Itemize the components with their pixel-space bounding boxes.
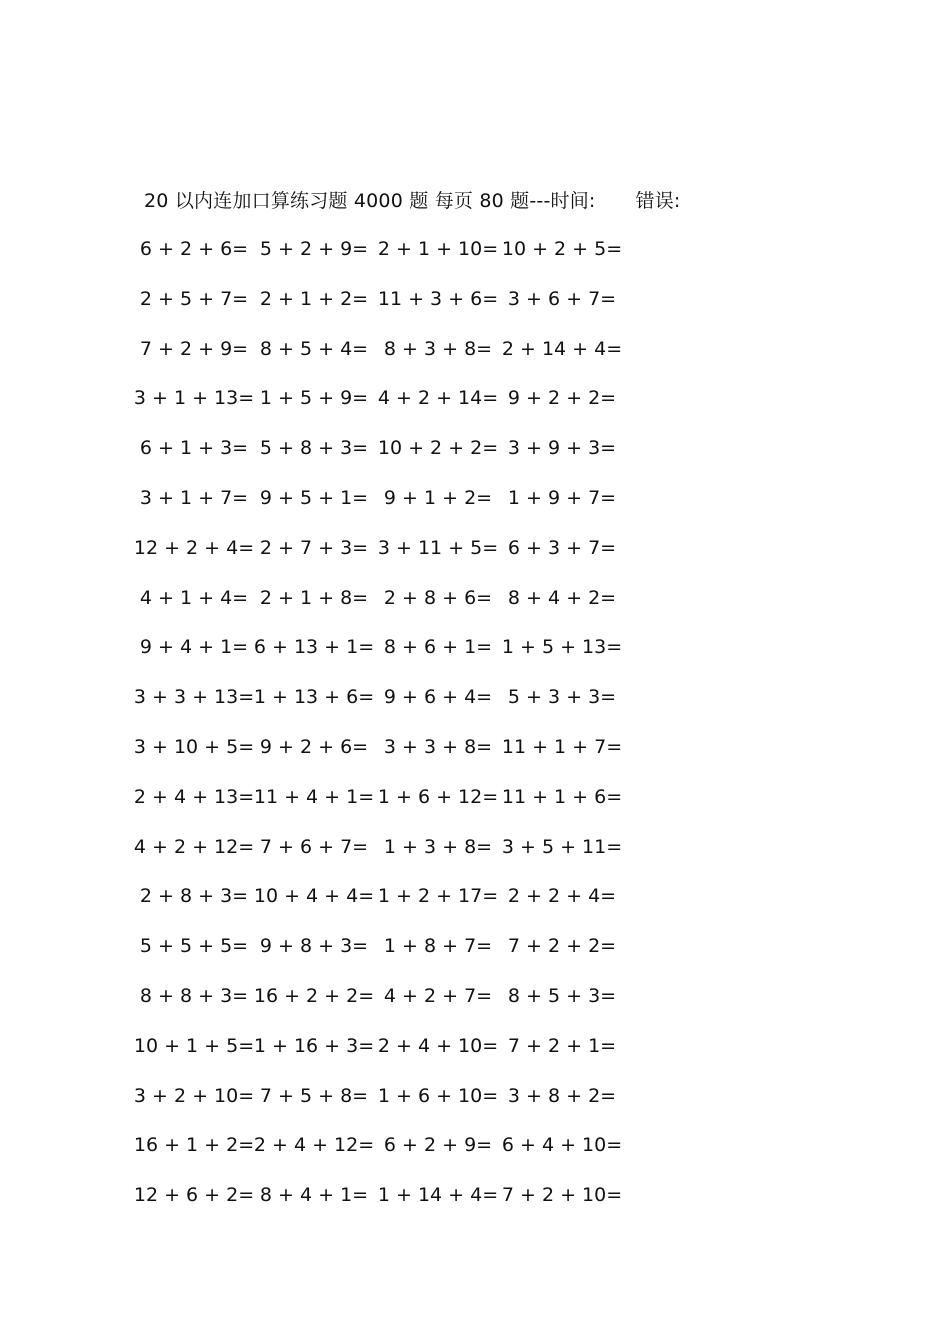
problem-item: 10 + 2 + 2= xyxy=(377,437,499,459)
problem-item: 11 + 3 + 6= xyxy=(377,288,499,310)
problem-row xyxy=(0,782,950,812)
problem-item: 3 + 8 + 2= xyxy=(507,1085,617,1107)
problem-item: 2 + 4 + 13= xyxy=(133,786,255,808)
problem-item: 3 + 5 + 11= xyxy=(501,836,623,858)
problem-item: 2 + 8 + 6= xyxy=(383,587,493,609)
problem-item: 1 + 8 + 7= xyxy=(383,935,493,957)
problem-item: 16 + 2 + 2= xyxy=(253,985,375,1007)
problem-item: 1 + 5 + 9= xyxy=(259,387,369,409)
problem-item: 1 + 6 + 12= xyxy=(377,786,499,808)
problem-item: 6 + 1 + 3= xyxy=(139,437,249,459)
problem-item: 5 + 8 + 3= xyxy=(259,437,369,459)
problem-row xyxy=(0,981,950,1011)
problem-item: 11 + 1 + 7= xyxy=(501,736,623,758)
problem-item: 8 + 6 + 1= xyxy=(383,636,493,658)
problem-item: 2 + 14 + 4= xyxy=(501,338,623,360)
problem-row xyxy=(0,383,950,413)
problem-row xyxy=(0,284,950,314)
problem-item: 4 + 2 + 14= xyxy=(377,387,499,409)
problem-item: 4 + 2 + 7= xyxy=(383,985,493,1007)
problem-item: 3 + 1 + 7= xyxy=(139,487,249,509)
problem-row xyxy=(0,583,950,613)
problem-item: 7 + 2 + 1= xyxy=(507,1035,617,1057)
problem-item: 3 + 3 + 8= xyxy=(383,736,493,758)
problem-item: 5 + 5 + 5= xyxy=(139,935,249,957)
problem-item: 6 + 13 + 1= xyxy=(253,636,375,658)
problem-item: 2 + 1 + 10= xyxy=(377,238,499,260)
problem-row xyxy=(0,433,950,463)
problem-row xyxy=(0,1180,950,1210)
problem-item: 1 + 16 + 3= xyxy=(253,1035,375,1057)
problem-item: 4 + 1 + 4= xyxy=(139,587,249,609)
problem-row xyxy=(0,931,950,961)
problem-row xyxy=(0,1031,950,1061)
problem-row xyxy=(0,483,950,513)
problem-item: 2 + 4 + 12= xyxy=(253,1134,375,1156)
problem-row xyxy=(0,682,950,712)
problem-row xyxy=(0,881,950,911)
problem-row xyxy=(0,832,950,862)
problem-item: 9 + 6 + 4= xyxy=(383,686,493,708)
problem-item: 2 + 4 + 10= xyxy=(377,1035,499,1057)
problem-row xyxy=(0,732,950,762)
problem-row xyxy=(0,234,950,264)
problem-item: 10 + 2 + 5= xyxy=(501,238,623,260)
problem-item: 2 + 5 + 7= xyxy=(139,288,249,310)
worksheet-title: 20 以内连加口算练习题 4000 题 每页 80 题---时间: xyxy=(144,190,596,212)
problem-item: 1 + 3 + 8= xyxy=(383,836,493,858)
problem-item: 5 + 3 + 3= xyxy=(507,686,617,708)
problem-item: 16 + 1 + 2= xyxy=(133,1134,255,1156)
problem-item: 4 + 2 + 12= xyxy=(133,836,255,858)
problem-item: 7 + 2 + 9= xyxy=(139,338,249,360)
problem-item: 8 + 4 + 2= xyxy=(507,587,617,609)
problem-item: 12 + 2 + 4= xyxy=(133,537,255,559)
problem-item: 6 + 4 + 10= xyxy=(501,1134,623,1156)
problem-item: 7 + 5 + 8= xyxy=(259,1085,369,1107)
problem-item: 9 + 8 + 3= xyxy=(259,935,369,957)
problem-item: 7 + 2 + 2= xyxy=(507,935,617,957)
problem-item: 11 + 1 + 6= xyxy=(501,786,623,808)
problem-item: 8 + 3 + 8= xyxy=(383,338,493,360)
problem-item: 1 + 14 + 4= xyxy=(377,1184,499,1206)
problem-item: 10 + 1 + 5= xyxy=(133,1035,255,1057)
problem-item: 6 + 2 + 6= xyxy=(139,238,249,260)
problem-row xyxy=(0,533,950,563)
problem-item: 8 + 5 + 4= xyxy=(259,338,369,360)
problem-item: 9 + 2 + 6= xyxy=(259,736,369,758)
problem-row xyxy=(0,334,950,364)
problem-item: 1 + 13 + 6= xyxy=(253,686,375,708)
problem-item: 1 + 5 + 13= xyxy=(501,636,623,658)
problem-item: 2 + 1 + 2= xyxy=(259,288,369,310)
problem-item: 9 + 1 + 2= xyxy=(383,487,493,509)
errors-label: 错误: xyxy=(635,190,681,212)
problem-item: 2 + 2 + 4= xyxy=(507,885,617,907)
problem-item: 5 + 2 + 9= xyxy=(259,238,369,260)
problem-item: 10 + 4 + 4= xyxy=(253,885,375,907)
problem-item: 3 + 2 + 10= xyxy=(133,1085,255,1107)
problem-item: 7 + 2 + 10= xyxy=(501,1184,623,1206)
problem-item: 3 + 1 + 13= xyxy=(133,387,255,409)
problem-item: 3 + 11 + 5= xyxy=(377,537,499,559)
problem-item: 8 + 8 + 3= xyxy=(139,985,249,1007)
problem-row xyxy=(0,1130,950,1160)
problem-item: 1 + 9 + 7= xyxy=(507,487,617,509)
problem-row xyxy=(0,1081,950,1111)
problem-row xyxy=(0,632,950,662)
problem-item: 3 + 10 + 5= xyxy=(133,736,255,758)
problem-item: 3 + 6 + 7= xyxy=(507,288,617,310)
problem-item: 1 + 6 + 10= xyxy=(377,1085,499,1107)
problem-item: 2 + 8 + 3= xyxy=(139,885,249,907)
problem-item: 9 + 4 + 1= xyxy=(139,636,249,658)
problem-item: 9 + 5 + 1= xyxy=(259,487,369,509)
problem-item: 6 + 2 + 9= xyxy=(383,1134,493,1156)
problem-item: 3 + 9 + 3= xyxy=(507,437,617,459)
problem-item: 8 + 5 + 3= xyxy=(507,985,617,1007)
problem-item: 2 + 7 + 3= xyxy=(259,537,369,559)
problem-item: 12 + 6 + 2= xyxy=(133,1184,255,1206)
problem-item: 8 + 4 + 1= xyxy=(259,1184,369,1206)
problem-item: 11 + 4 + 1= xyxy=(253,786,375,808)
problem-item: 6 + 3 + 7= xyxy=(507,537,617,559)
problem-item: 3 + 3 + 13= xyxy=(133,686,255,708)
problem-item: 7 + 6 + 7= xyxy=(259,836,369,858)
problem-item: 1 + 2 + 17= xyxy=(377,885,499,907)
problem-item: 2 + 1 + 8= xyxy=(259,587,369,609)
worksheet-header xyxy=(144,186,681,216)
problem-item: 9 + 2 + 2= xyxy=(507,387,617,409)
